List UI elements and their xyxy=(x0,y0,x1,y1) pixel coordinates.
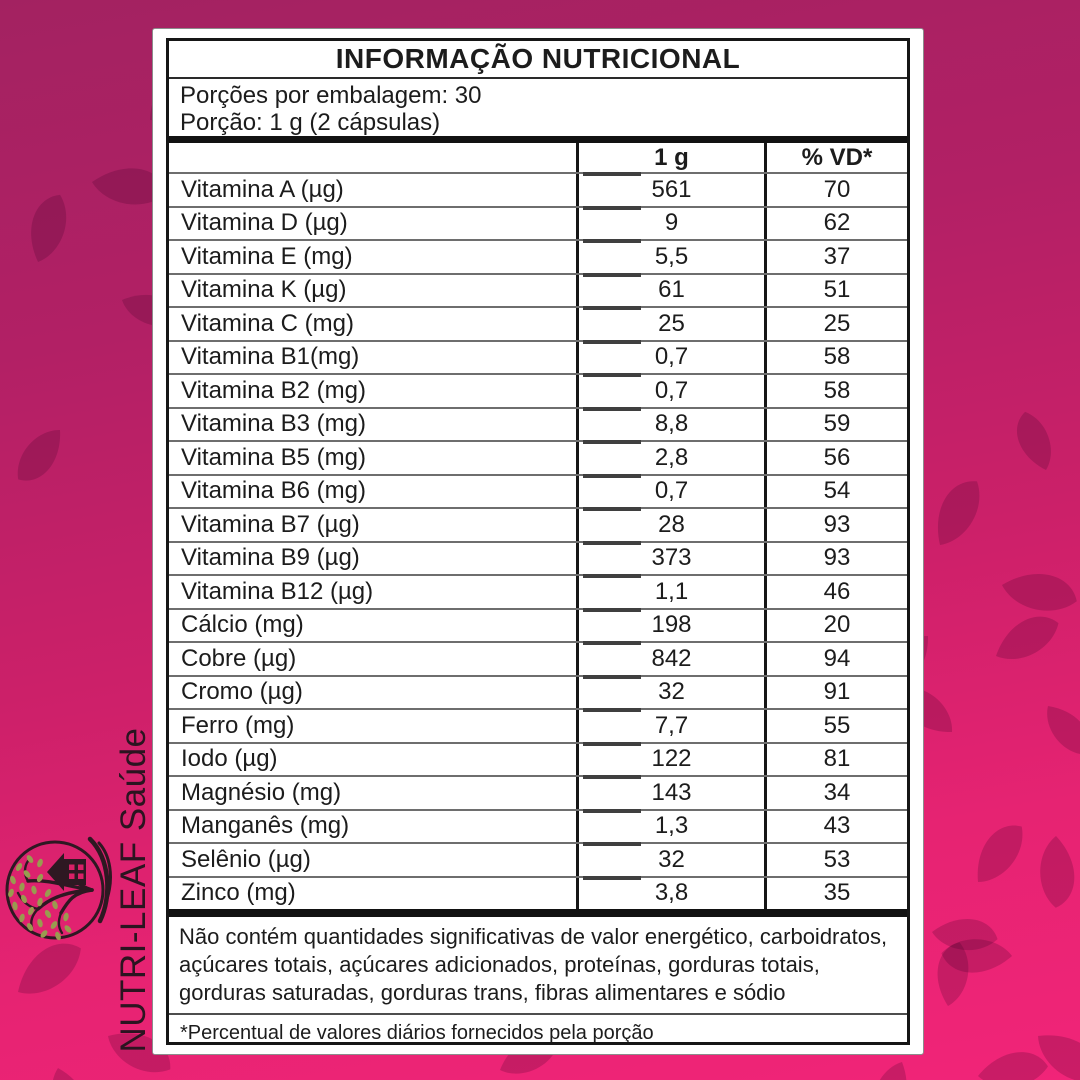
table-row xyxy=(169,775,907,809)
amount-value: 0,7 xyxy=(576,476,764,508)
amount-value: 5,5 xyxy=(576,241,764,273)
dv-value: 37 xyxy=(764,241,907,273)
amount-value: 561 xyxy=(576,174,764,206)
dv-value: 58 xyxy=(764,375,907,407)
table-row xyxy=(169,541,907,575)
nutrient-name: Vitamina B2 (mg) xyxy=(181,376,366,404)
amount-value: 7,7 xyxy=(576,710,764,742)
nutrient-name: Vitamina A (µg) xyxy=(181,175,344,203)
table-row xyxy=(169,474,907,508)
table-row xyxy=(169,809,907,843)
dv-value: 59 xyxy=(764,409,907,441)
brand-block xyxy=(0,720,160,1060)
nutrient-name: Vitamina B5 (mg) xyxy=(181,443,366,471)
table-row xyxy=(169,440,907,474)
nutrient-name: Vitamina C (mg) xyxy=(181,309,354,337)
nutrient-name: Zinco (mg) xyxy=(181,879,296,907)
table-row xyxy=(169,172,907,206)
amount-value: 9 xyxy=(576,208,764,240)
no-significant-amounts-note: Não contém quantidades significativas de valor energético, carboidratos, açúcares totais, açúcares adicionados, proteínas, gorduras totais, gorduras saturadas, gorduras trans, fibras alimentares e sódio xyxy=(179,924,888,1005)
dv-value: 25 xyxy=(764,308,907,340)
nutrient-name: Vitamina D (µg) xyxy=(181,209,348,237)
amount-value: 3,8 xyxy=(576,878,764,910)
dv-value: 51 xyxy=(764,275,907,307)
nutrient-name: Manganês (mg) xyxy=(181,812,350,840)
portion-info xyxy=(169,79,907,136)
dv-value: 35 xyxy=(764,878,907,910)
amount-value: 2,8 xyxy=(576,442,764,474)
nutrient-name: Selênio (µg) xyxy=(181,845,311,873)
amount-value: 61 xyxy=(576,275,764,307)
dv-value: 20 xyxy=(764,610,907,642)
nutrient-name: Vitamina B7 (µg) xyxy=(181,510,360,538)
nutrition-table xyxy=(166,38,910,1045)
nutrient-name: Vitamina B6 (mg) xyxy=(181,477,366,505)
table-row xyxy=(169,574,907,608)
amount-value: 198 xyxy=(576,610,764,642)
table-body xyxy=(169,172,907,909)
nutrient-name: Magnésio (mg) xyxy=(181,778,342,806)
dv-value: 58 xyxy=(764,342,907,374)
header-amount: 1 g xyxy=(576,143,764,172)
table-row xyxy=(169,608,907,642)
amount-value: 842 xyxy=(576,643,764,675)
nutrient-name: Vitamina B9 (µg) xyxy=(181,544,360,572)
table-row xyxy=(169,407,907,441)
servings-per-package: Porções por embalagem: 30 xyxy=(180,82,482,109)
amount-value: 28 xyxy=(576,509,764,541)
amount-value: 32 xyxy=(576,844,764,876)
amount-value: 1,1 xyxy=(576,576,764,608)
nutrient-name: Iodo (µg) xyxy=(181,745,278,773)
amount-value: 8,8 xyxy=(576,409,764,441)
portion-size: Porção: 1 g (2 cápsulas) xyxy=(180,109,441,136)
table-row xyxy=(169,373,907,407)
dv-value: 93 xyxy=(764,509,907,541)
dv-value: 46 xyxy=(764,576,907,608)
panel-title: INFORMAÇÃO NUTRICIONAL xyxy=(169,41,907,79)
table-row xyxy=(169,742,907,776)
table-row xyxy=(169,675,907,709)
nutrient-name: Vitamina B3 (mg) xyxy=(181,410,366,438)
dv-value: 43 xyxy=(764,811,907,843)
table-row xyxy=(169,842,907,876)
amount-value: 1,3 xyxy=(576,811,764,843)
dv-value: 55 xyxy=(764,710,907,742)
divider-thick-bottom xyxy=(169,909,907,917)
header-nutrient-blank xyxy=(169,143,576,172)
amount-value: 32 xyxy=(576,677,764,709)
dv-value: 94 xyxy=(764,643,907,675)
dv-value: 93 xyxy=(764,543,907,575)
nutrient-name: Vitamina B12 (µg) xyxy=(181,577,374,605)
table-row xyxy=(169,239,907,273)
nutrient-name: Vitamina B1(mg) xyxy=(181,343,360,371)
brand-logo xyxy=(0,829,114,951)
amount-value: 122 xyxy=(576,744,764,776)
dv-value: 81 xyxy=(764,744,907,776)
table-row xyxy=(169,273,907,307)
dv-value: 53 xyxy=(764,844,907,876)
amount-value: 143 xyxy=(576,777,764,809)
table-header-row xyxy=(169,143,907,172)
table-row xyxy=(169,340,907,374)
nutrient-name: Vitamina K (µg) xyxy=(181,276,347,304)
amount-value: 0,7 xyxy=(576,375,764,407)
table-row xyxy=(169,876,907,910)
divider-thick-top xyxy=(169,136,907,143)
dv-value: 56 xyxy=(764,442,907,474)
table-row xyxy=(169,641,907,675)
nutrient-name: Vitamina E (mg) xyxy=(181,242,353,270)
amount-value: 25 xyxy=(576,308,764,340)
dv-value: 70 xyxy=(764,174,907,206)
brand-name: NUTRI-LEAF Saúde xyxy=(114,727,153,1053)
nutrient-name: Cálcio (mg) xyxy=(181,611,304,639)
nutrition-panel xyxy=(152,28,924,1055)
header-daily-value: % VD* xyxy=(764,143,907,172)
table-row xyxy=(169,507,907,541)
daily-value-footnote: *Percentual de valores diários fornecidos pela porção xyxy=(169,1013,907,1045)
amount-value: 373 xyxy=(576,543,764,575)
table-row xyxy=(169,206,907,240)
table-row xyxy=(169,708,907,742)
dv-value: 91 xyxy=(764,677,907,709)
nutrient-name: Cobre (µg) xyxy=(181,644,297,672)
dv-value: 54 xyxy=(764,476,907,508)
dv-value: 34 xyxy=(764,777,907,809)
amount-value: 0,7 xyxy=(576,342,764,374)
nutrient-name: Cromo (µg) xyxy=(181,678,303,706)
nutrient-name: Ferro (mg) xyxy=(181,711,295,739)
table-row xyxy=(169,306,907,340)
dv-value: 62 xyxy=(764,208,907,240)
